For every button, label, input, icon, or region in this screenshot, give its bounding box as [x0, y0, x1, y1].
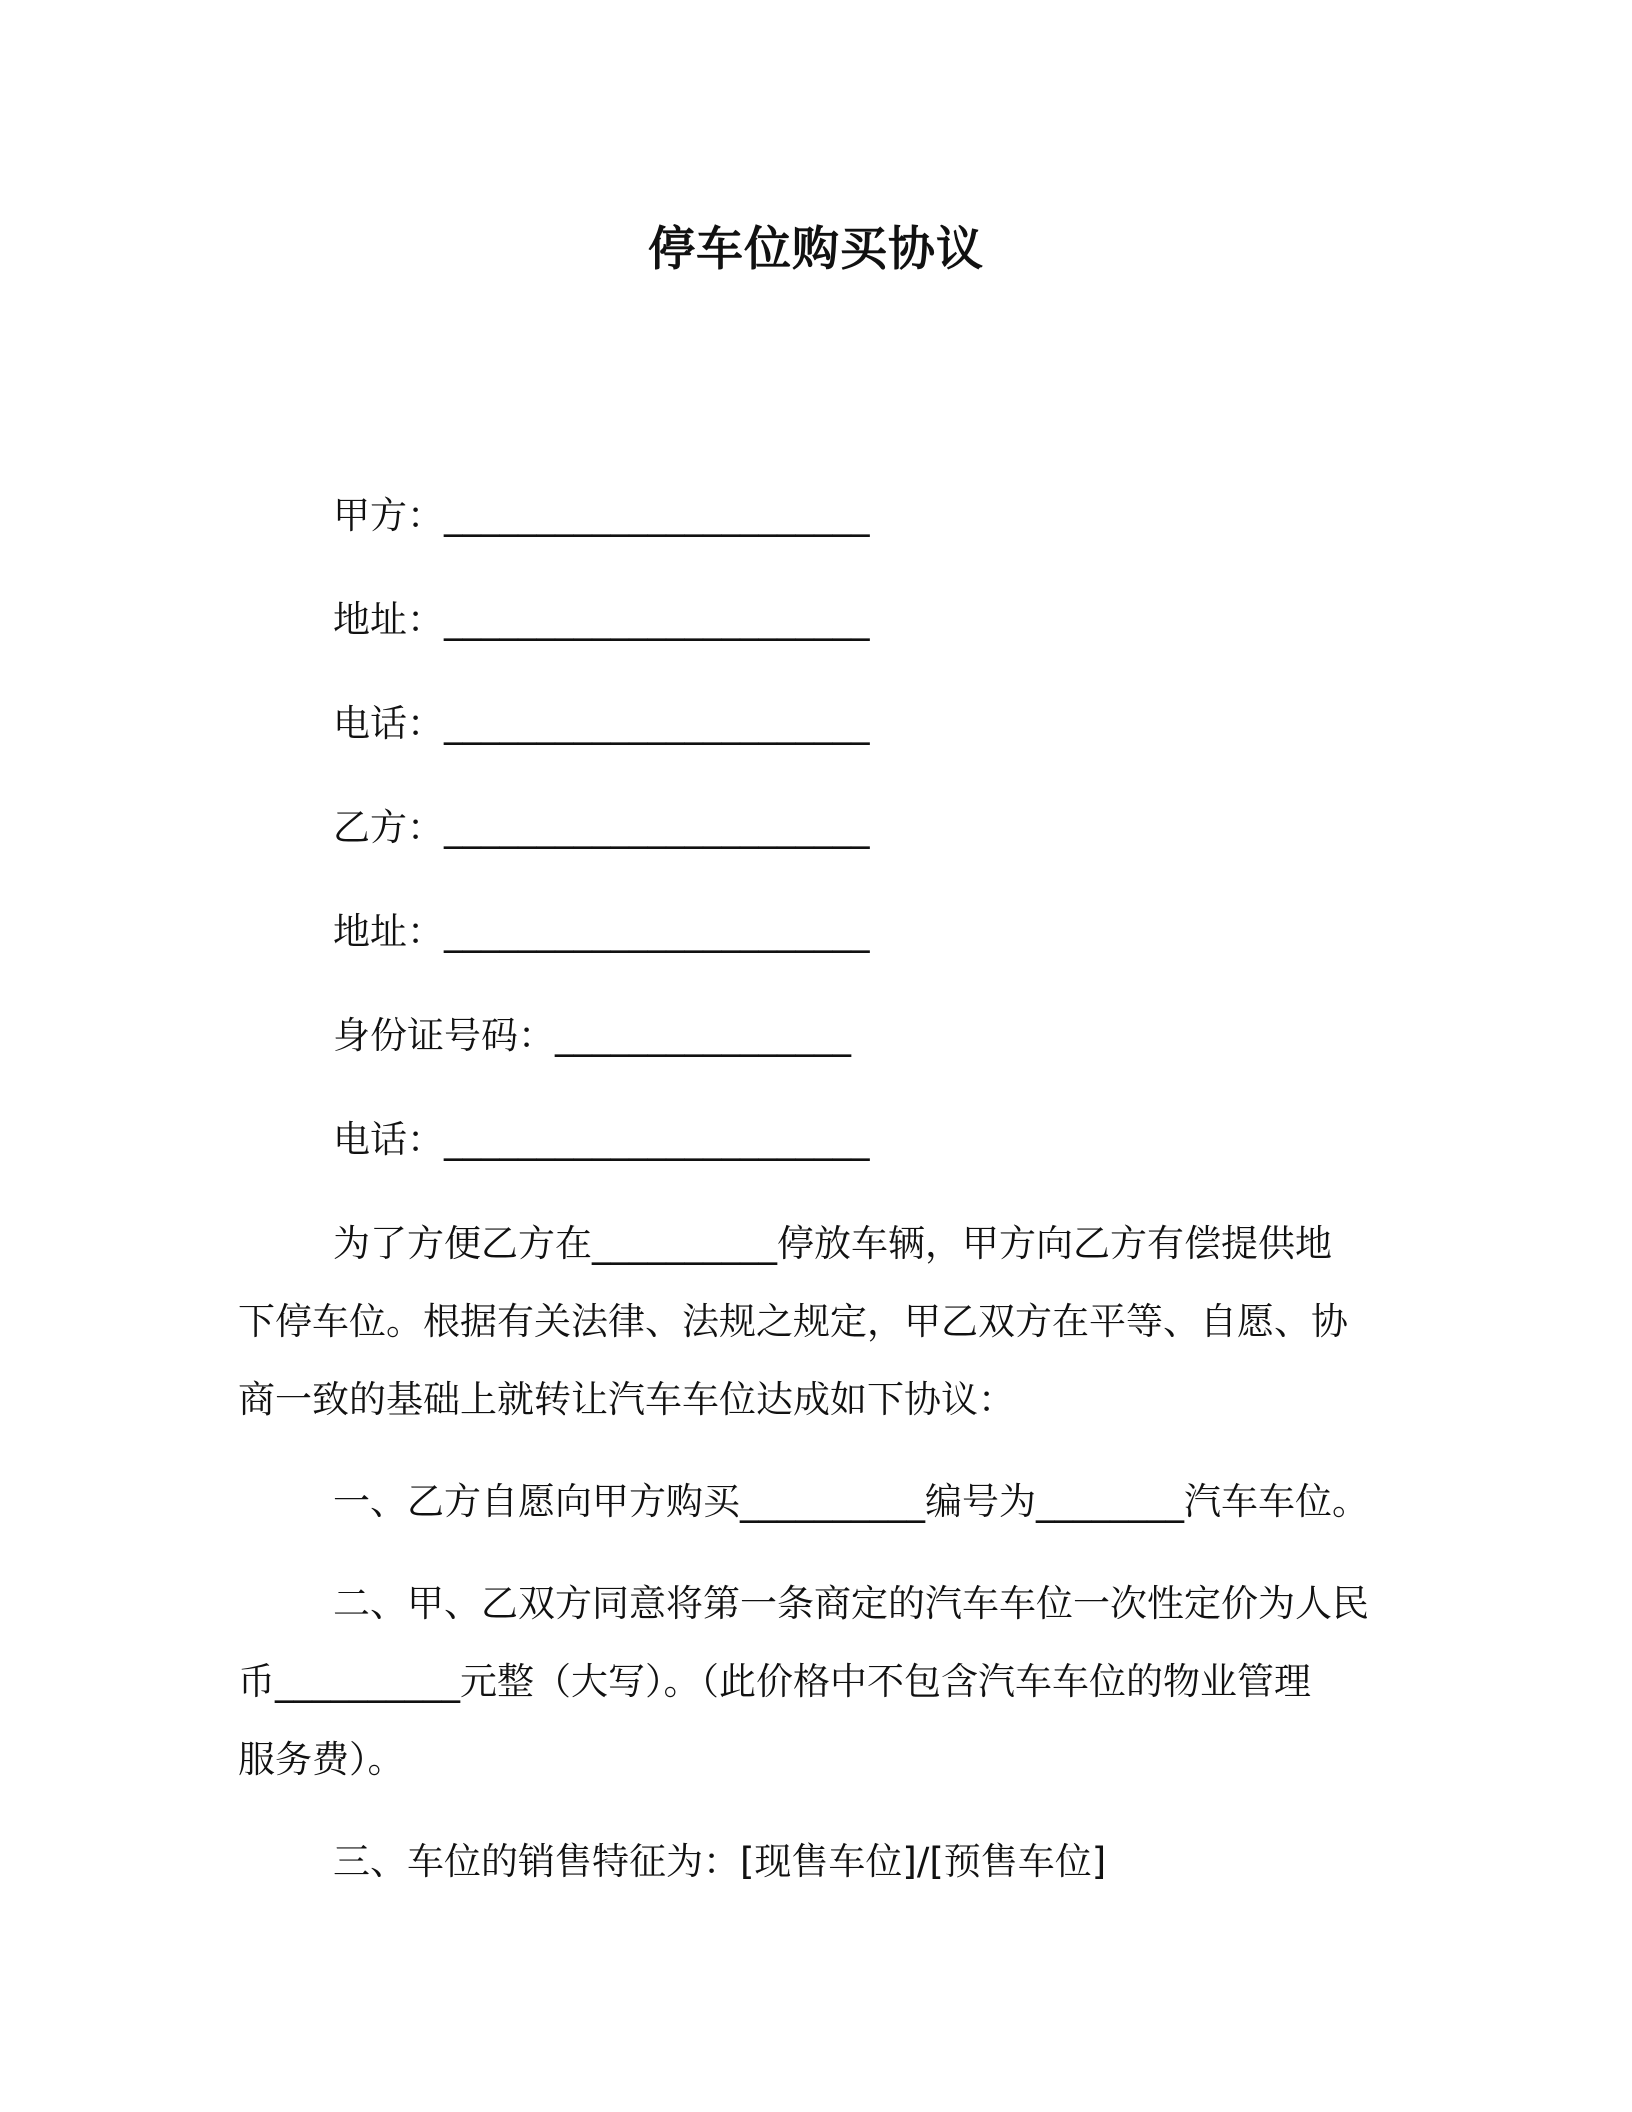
clause-3: 三、车位的销售特征为：[现售车位]/[预售车位]: [333, 1840, 1107, 1883]
intro-paragraph-line-3: 商一致的基础上就转让汽车车位达成如下协议：: [238, 1378, 1015, 1421]
clause-2-line-2: 币__________元整（大写）。（此价格中不包含汽车车位的物业管理: [238, 1660, 1311, 1703]
clause-2-line-3: 服务费）。: [238, 1738, 405, 1781]
party-a-phone-field: 电话：_______________________: [333, 702, 870, 745]
clause-2-line-1: 二、甲、乙双方同意将第一条商定的汽车车位一次性定价为人民: [333, 1582, 1369, 1625]
intro-paragraph-line-2: 下停车位。根据有关法律、法规之规定，甲乙双方在平等、自愿、协: [238, 1300, 1348, 1343]
intro-paragraph-line-1: 为了方便乙方在__________停放车辆，甲方向乙方有偿提供地: [333, 1222, 1332, 1265]
party-a-field: 甲方：_______________________: [333, 494, 870, 537]
party-b-field: 乙方：_______________________: [333, 806, 870, 849]
party-b-address-field: 地址：_______________________: [333, 910, 870, 953]
party-b-phone-field: 电话：_______________________: [333, 1118, 870, 1161]
party-a-address-field: 地址：_______________________: [333, 598, 870, 641]
clause-1: 一、乙方自愿向甲方购买__________编号为________汽车车位。: [333, 1480, 1369, 1523]
party-b-id-number-field: 身份证号码：________________: [333, 1014, 851, 1057]
document-title: 停车位购买协议: [648, 222, 984, 277]
